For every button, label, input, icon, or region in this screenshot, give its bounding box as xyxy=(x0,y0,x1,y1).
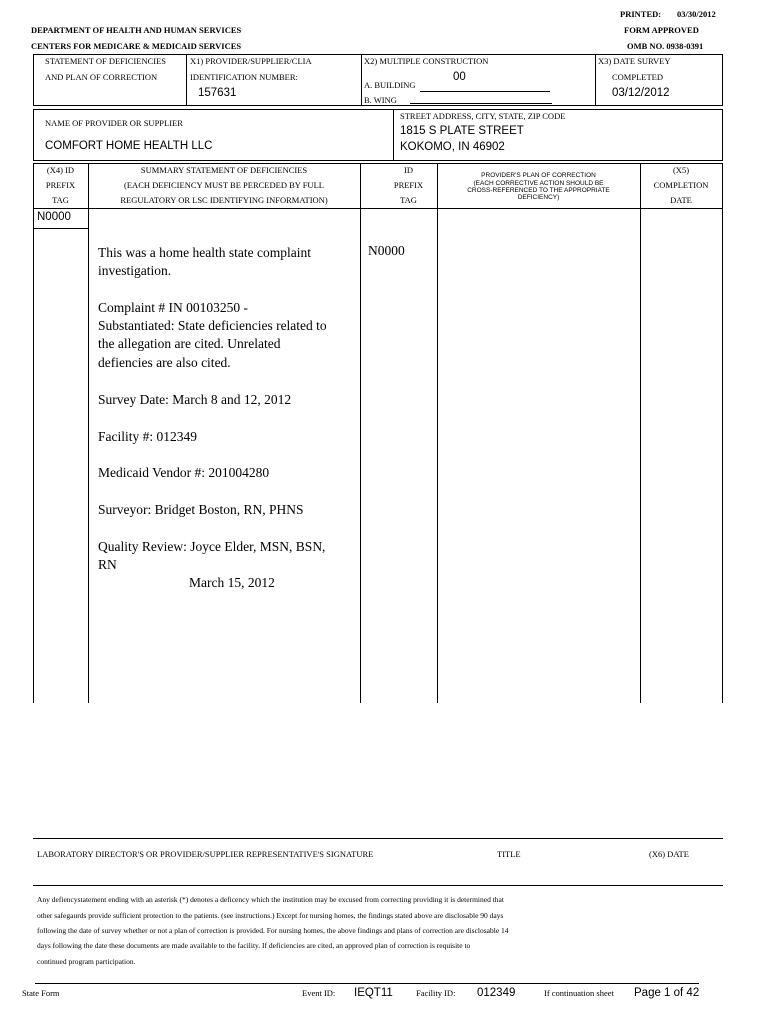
signature-bottom-rule xyxy=(33,885,723,886)
page-number: Page 1 of 42 xyxy=(634,987,700,999)
department-title: DEPARTMENT OF HEALTH AND HUMAN SERVICES xyxy=(31,25,242,35)
provider-top-rule xyxy=(33,109,723,110)
quality-review-line-2: RN xyxy=(98,557,117,572)
provider-name-label: NAME OF PROVIDER OR SUPPLIER xyxy=(45,118,183,128)
x1-label-1: X1) PROVIDER/SUPPLIER/CLIA xyxy=(190,56,312,66)
complaint-line-2: Substantiated: State deficiencies related to xyxy=(98,318,327,333)
facility-line: Facility #: 012349 xyxy=(98,429,197,444)
id-label-3: TAG xyxy=(400,195,417,205)
disclaimer-line-1: Any defiencystatement ending with an asterisk (*) denotes a deficency which the institution may be excused from correcting providing it is determined that xyxy=(37,895,504,904)
provider-bottom-rule xyxy=(33,160,723,161)
summary-label-3: REGULATORY OR LSC IDENTIFYING INFORMATION) xyxy=(120,195,328,205)
building-underline xyxy=(420,91,550,92)
plan-label-3: CROSS-REFERENCED TO THE APPROPRIATE xyxy=(467,187,610,194)
signature-top-rule xyxy=(33,838,723,839)
provider-divider xyxy=(393,109,394,160)
complaint-line-3: the allegation are cited. Unrelated xyxy=(98,336,281,351)
id-label-2: PREFIX xyxy=(393,180,424,190)
title-label: TITLE xyxy=(497,849,521,859)
summary-label-1: SUMMARY STATEMENT OF DEFICIENCIES xyxy=(140,165,308,175)
plan-label-4: DEFICIENCY) xyxy=(517,194,560,201)
intro-line-1: This was a home health state complaint xyxy=(98,245,311,260)
x5-label-3: DATE xyxy=(670,195,692,205)
event-id-value: IEQT11 xyxy=(354,987,393,999)
column-rule-5 xyxy=(722,163,723,703)
id-label-1: ID xyxy=(404,165,413,175)
summary-label-2: (EACH DEFICIENCY MUST BE PERCEDED BY FULL xyxy=(124,180,324,190)
wing-label: B. WING xyxy=(364,95,397,105)
survey-completed-date: 03/12/2012 xyxy=(612,87,670,99)
x3-label-1: X3) DATE SURVEY xyxy=(598,56,671,66)
column-rule-1 xyxy=(88,163,89,703)
disclaimer-line-5: continued program participation. xyxy=(37,957,136,966)
medicaid-line: Medicaid Vendor #: 201004280 xyxy=(98,465,270,480)
survey-date-line: Survey Date: March 8 and 12, 2012 xyxy=(98,392,292,407)
x1-label-2: IDENTIFICATION NUMBER: xyxy=(190,72,298,82)
tag-cell-rule xyxy=(33,228,88,229)
x4-label-3: TAG xyxy=(52,195,69,205)
wing-underline xyxy=(410,103,552,104)
x4-label-2: PREFIX xyxy=(45,180,76,190)
x3-label-2: COMPLETED xyxy=(612,72,663,82)
facility-id-label: Facility ID: xyxy=(416,988,456,998)
event-id-label: Event ID: xyxy=(302,988,336,998)
x2-label: X2) MULTIPLE CONSTRUCTION xyxy=(364,56,489,66)
x4-label-1: (X4) ID xyxy=(46,165,75,175)
box1-divider-3 xyxy=(595,54,596,105)
state-form-label: State Form xyxy=(22,988,60,998)
statement-label-2: AND PLAN OF CORRECTION xyxy=(45,72,158,82)
disclaimer-line-2: other safegaurds provide sufficient protection to the patients. (see instructions.) Except for nursing homes, the findings stated above are disclosable 90 days xyxy=(37,911,504,920)
box1-right-rule xyxy=(722,54,723,105)
address-line-2: KOKOMO, IN 46902 xyxy=(400,141,505,153)
printed-label: PRINTED: xyxy=(620,9,662,19)
box1-top-rule xyxy=(33,54,723,55)
statement-label-1: STATEMENT OF DEFICIENCIES xyxy=(45,56,167,66)
building-label: A. BUILDING xyxy=(364,80,416,90)
x6-date-label: (X6) DATE xyxy=(649,849,689,859)
quality-review-date: March 15, 2012 xyxy=(189,575,275,590)
printed-date: 03/30/2012 xyxy=(677,9,716,19)
disclaimer-line-4: days following the date these documents are made available to the facility. If deficiencies are cited, an approved plan of correction is requisite to xyxy=(37,941,471,950)
omb-number: OMB NO. 0938-0391 xyxy=(627,41,704,51)
column-rule-2 xyxy=(360,163,361,703)
prefix-tag: N0000 xyxy=(37,211,71,223)
table-header-bottom-rule xyxy=(33,208,723,209)
x5-label-2: COMPLETION xyxy=(653,180,709,190)
plan-label-1: PROVIDER'S PLAN OF CORRECTION xyxy=(481,172,596,179)
plan-label-2: (EACH CORRECTIVE ACTION SHOULD BE xyxy=(473,180,604,187)
provider-id-value: 157631 xyxy=(198,87,237,99)
director-signature-label: LABORATORY DIRECTOR'S OR PROVIDER/SUPPLIER REPRESENTATIVE'S SIGNATURE xyxy=(37,849,374,859)
provider-right-rule xyxy=(722,109,723,160)
address-line-1: 1815 S PLATE STREET xyxy=(400,125,524,137)
building-value: 00 xyxy=(453,71,466,83)
box1-bottom-rule xyxy=(33,105,723,106)
cms-title: CENTERS FOR MEDICARE & MEDICAID SERVICES xyxy=(31,41,242,51)
continuation-label: If continuation sheet xyxy=(544,988,614,998)
column-rule-3 xyxy=(437,163,438,703)
box1-left-rule xyxy=(33,54,34,105)
column-rule-4 xyxy=(640,163,641,703)
address-label: STREET ADDRESS, CITY, STATE, ZIP CODE xyxy=(400,111,566,121)
complaint-line-1: Complaint # IN 00103250 - xyxy=(98,300,248,315)
disclaimer-line-3: following the date of survey whether or not a plan of correction is provided. For nursing homes, the above findings and plans of correction are disclosable 14 xyxy=(37,926,509,935)
provider-name-value: COMFORT HOME HEALTH LLC xyxy=(45,140,213,152)
form-approved: FORM APPROVED xyxy=(624,25,699,35)
footer-rule xyxy=(35,983,699,984)
box1-divider-1 xyxy=(186,54,187,105)
body-left-rule xyxy=(33,208,34,703)
x5-label-1: (X5) xyxy=(672,165,690,175)
quality-review-line-1: Quality Review: Joyce Elder, MSN, BSN, xyxy=(98,539,326,554)
table-header-top-rule xyxy=(33,163,723,164)
provider-left-rule xyxy=(33,109,34,160)
complaint-line-4: defiencies are also cited. xyxy=(98,355,231,370)
surveyor-line: Surveyor: Bridget Boston, RN, PHNS xyxy=(98,502,304,517)
box1-divider-2 xyxy=(361,54,362,105)
id-prefix-tag: N0000 xyxy=(368,243,405,258)
intro-line-2: investigation. xyxy=(98,263,172,278)
facility-id-value: 012349 xyxy=(477,987,516,999)
